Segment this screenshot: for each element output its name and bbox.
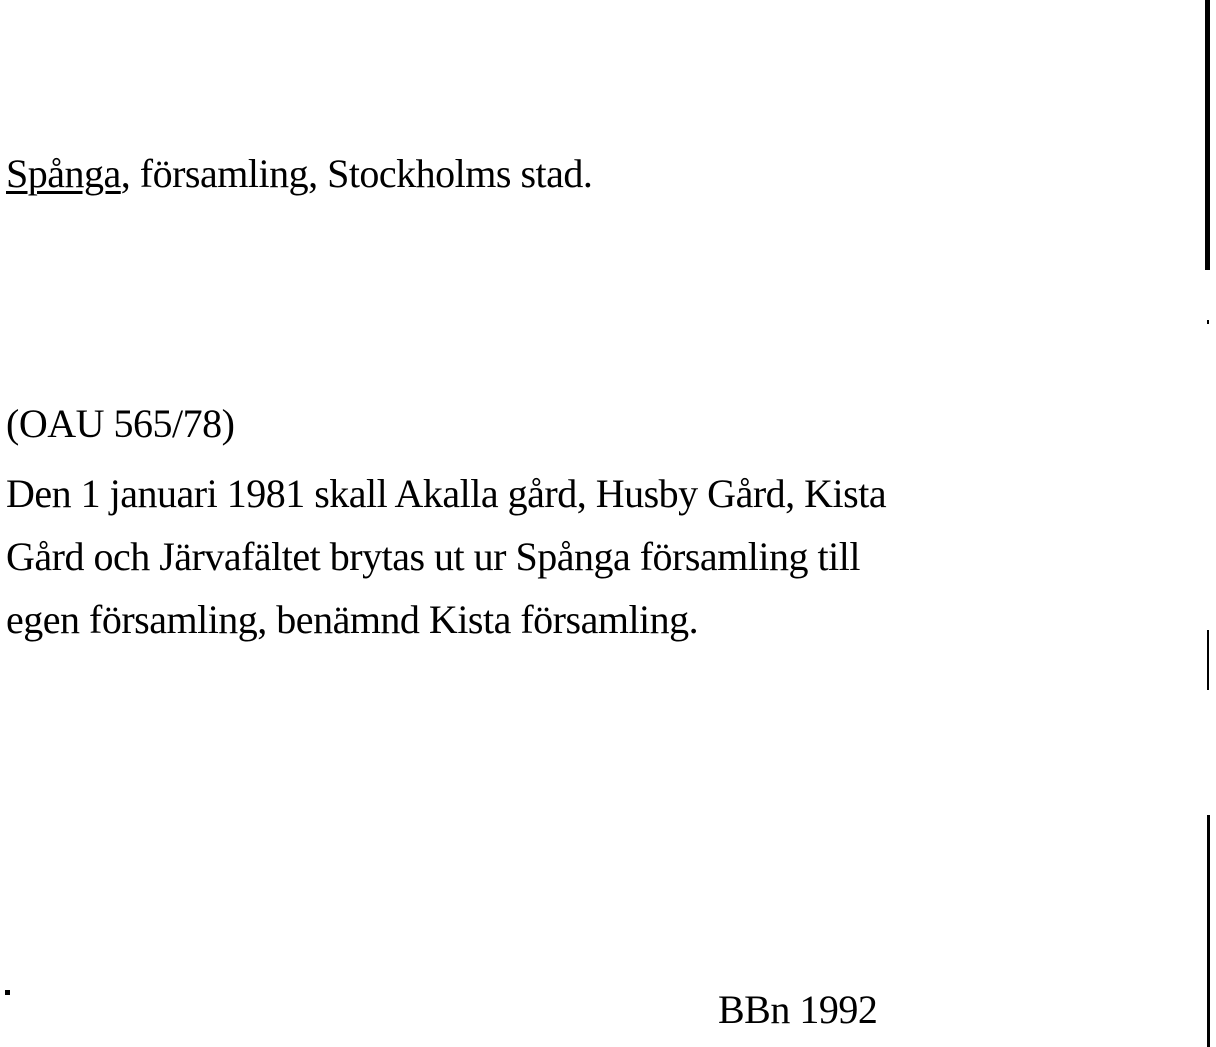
- heading-place-name: Spånga: [6, 151, 121, 196]
- scan-edge-line: [1207, 815, 1210, 1047]
- scan-edge-line: [1207, 320, 1209, 324]
- signature-line: BBn 1992: [718, 987, 878, 1032]
- heading-rest: , församling, Stockholms stad.: [120, 151, 593, 196]
- body-line: Gård och Järvafältet brytas ut ur Spånga församling till: [6, 534, 860, 579]
- body-line: Den 1 januari 1981 skall Akalla gård, Husby Gård, Kista: [6, 471, 887, 516]
- scan-edge-line: [1207, 630, 1209, 690]
- body-paragraph: [6, 462, 1146, 651]
- scan-edge-line: [1205, 0, 1210, 270]
- reference-number: (OAU 565/78): [6, 401, 235, 446]
- document-heading: [6, 150, 592, 198]
- stray-mark: [5, 990, 10, 995]
- body-line: egen församling, benämnd Kista församling.: [6, 597, 699, 642]
